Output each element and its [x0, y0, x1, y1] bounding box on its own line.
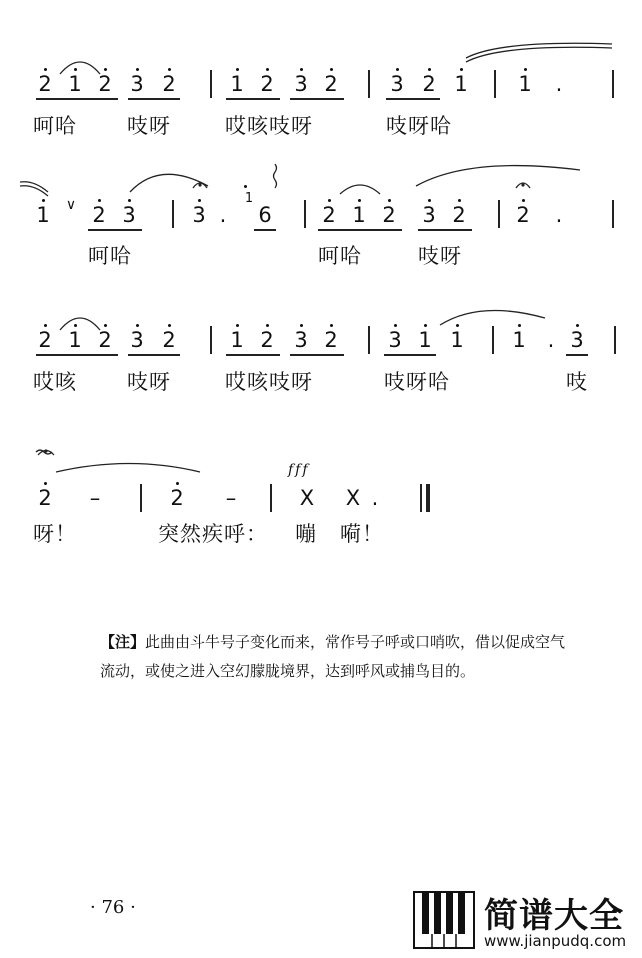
note: . — [219, 203, 227, 227]
note: 2 — [92, 203, 106, 227]
note: 3 — [390, 72, 404, 96]
tie — [466, 47, 612, 62]
slur — [130, 174, 208, 192]
lyric: 吱呀 — [127, 114, 171, 138]
slur — [340, 185, 380, 194]
note: 3 — [130, 328, 144, 352]
lyric: 吱呀 — [418, 244, 462, 268]
note: . — [555, 72, 563, 96]
lyric: 呀！ — [33, 522, 77, 546]
note: 1 — [230, 328, 244, 352]
note: 1 — [68, 72, 82, 96]
note: 3 — [294, 328, 308, 352]
lyric: 哎咳吱呀 — [225, 370, 313, 394]
note: 3 — [570, 328, 584, 352]
note: 2 — [382, 203, 396, 227]
footnote-text: 此曲由斗牛号子变化而来，常作号子呼或口哨吹，借以促成空气流动，或使之进入空幻朦胧境界，达到呼风或捕鸟目的。 — [100, 633, 566, 680]
note: – — [225, 486, 237, 510]
note: – — [89, 486, 101, 510]
ornament — [274, 164, 277, 188]
site-logo — [412, 888, 640, 954]
note: 2 — [516, 203, 530, 227]
footnote — [100, 628, 580, 686]
note: 1 — [512, 328, 526, 352]
tie — [466, 43, 612, 58]
note: 3 — [294, 72, 308, 96]
lyric: 呵哈 — [88, 244, 132, 268]
logo-url: www.jianpudq.com — [484, 932, 627, 950]
lyric: 吱呀哈 — [386, 114, 452, 138]
note: 1 — [518, 72, 532, 96]
note: 2 — [162, 72, 176, 96]
footnote-label: 【注】 — [100, 633, 146, 651]
lyric: 呵哈 — [33, 114, 77, 138]
note: 2 — [324, 72, 338, 96]
note: 1 — [68, 328, 82, 352]
lyric: 嘣 — [295, 522, 317, 546]
note: 2 — [422, 72, 436, 96]
note: 2 — [38, 72, 52, 96]
note: 3 — [130, 72, 144, 96]
lyric: 吱 — [566, 370, 588, 394]
note: . — [371, 486, 379, 510]
lyric: 哎咳吱呀 — [225, 114, 313, 138]
note: X — [345, 486, 361, 510]
note: 3 — [422, 203, 436, 227]
note: 2 — [324, 328, 338, 352]
dynamic-marking: fff — [288, 462, 310, 478]
lyric: 嗬！ — [340, 522, 384, 546]
lyric: 呵哈 — [318, 244, 362, 268]
slur — [440, 310, 545, 325]
note: 2 — [98, 72, 112, 96]
note: 1 — [418, 328, 432, 352]
note: 3 — [388, 328, 402, 352]
note: 1 — [352, 203, 366, 227]
slur — [416, 166, 580, 186]
breath-mark: ∨ — [65, 197, 77, 213]
note: 1 — [230, 72, 244, 96]
page-number: · 76 · — [90, 897, 136, 918]
grace-note: 1 — [244, 191, 254, 206]
note: 3 — [192, 203, 206, 227]
lyric: 哎咳 — [33, 370, 77, 394]
note: 2 — [322, 203, 336, 227]
lyric: 吱呀 — [127, 370, 171, 394]
note: . — [555, 203, 563, 227]
note: 3 — [122, 203, 136, 227]
note: 2 — [170, 486, 184, 510]
note: 2 — [38, 486, 52, 510]
note: 1 — [36, 203, 50, 227]
note: 2 — [260, 72, 274, 96]
note: 2 — [162, 328, 176, 352]
note: X — [299, 486, 315, 510]
note: 6 — [258, 203, 272, 227]
note: 1 — [450, 328, 464, 352]
note: 2 — [260, 328, 274, 352]
tie — [56, 464, 200, 473]
note: 2 — [38, 328, 52, 352]
logo-text: 简谱大全 — [484, 896, 624, 936]
lyric: 突然疾呼： — [158, 522, 268, 546]
note: 1 — [454, 72, 468, 96]
note: . — [547, 328, 555, 352]
note: 2 — [452, 203, 466, 227]
note: 2 — [98, 328, 112, 352]
tie — [20, 186, 48, 196]
lyric: 吱呀哈 — [384, 370, 450, 394]
